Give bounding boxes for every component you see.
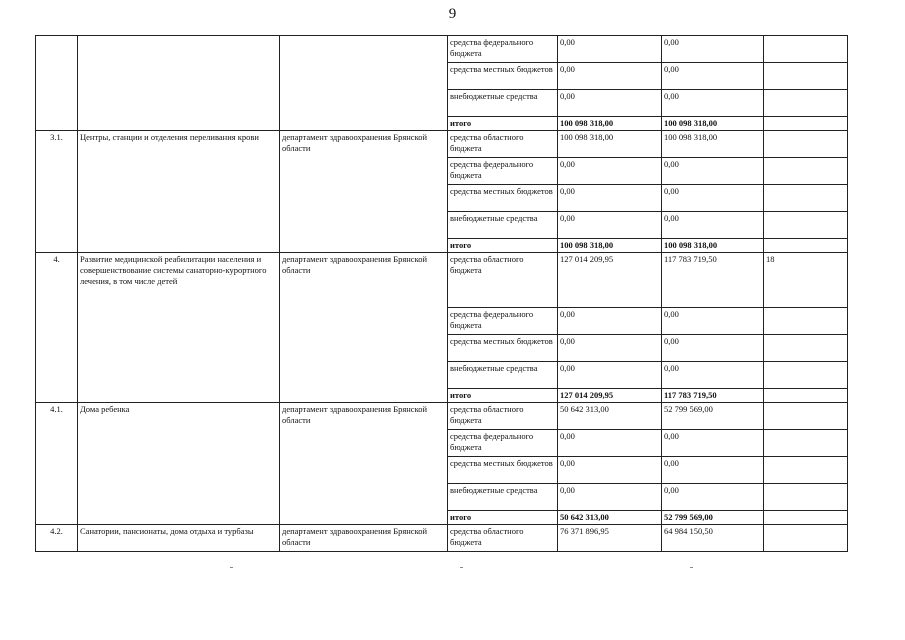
row-number-cell: 4. (36, 253, 78, 403)
amount-cell: 0,00 (662, 308, 764, 335)
department-cell (280, 36, 448, 131)
amount-cell: 100 098 318,00 (662, 131, 764, 158)
indicator-cell (764, 403, 848, 430)
budget-table-body (36, 36, 848, 552)
amount-cell: 0,00 (558, 63, 662, 90)
amount-cell: 52 799 569,00 (662, 403, 764, 430)
funding-source-cell: средства местных бюджетов (448, 63, 558, 90)
budget-table (35, 35, 848, 552)
funding-source-cell: средства федерального бюджета (448, 430, 558, 457)
amount-cell: 100 098 318,00 (558, 117, 662, 131)
event-name-cell: Дома ребенка (78, 403, 280, 525)
indicator-cell (764, 362, 848, 389)
indicator-cell (764, 117, 848, 131)
indicator-cell (764, 484, 848, 511)
page-number: 9 (448, 6, 457, 22)
indicator-cell (764, 511, 848, 525)
scan-marks (0, 567, 905, 577)
event-name-cell: Санатории, пансионаты, дома отдыха и турбазы (78, 525, 280, 552)
indicator-cell (764, 308, 848, 335)
indicator-cell: 18 (764, 253, 848, 308)
amount-cell: 0,00 (662, 212, 764, 239)
funding-source-cell: средства областного бюджета (448, 253, 558, 308)
indicator-cell (764, 131, 848, 158)
amount-cell: 0,00 (558, 158, 662, 185)
amount-cell: 100 098 318,00 (662, 239, 764, 253)
amount-cell: 0,00 (662, 362, 764, 389)
event-name-cell: Развитие медицинской реабилитации населения и совершенствование системы санаторно-курортного лечения, в том числе детей (78, 253, 280, 403)
funding-source-cell: итого (448, 511, 558, 525)
amount-cell: 100 098 318,00 (558, 131, 662, 158)
table-row (36, 253, 848, 308)
indicator-cell (764, 389, 848, 403)
table-row (36, 131, 848, 158)
funding-source-cell: средства местных бюджетов (448, 457, 558, 484)
amount-cell: 100 098 318,00 (558, 239, 662, 253)
funding-source-cell: средства федерального бюджета (448, 158, 558, 185)
amount-cell: 0,00 (558, 430, 662, 457)
amount-cell: 0,00 (558, 308, 662, 335)
funding-source-cell: средства местных бюджетов (448, 335, 558, 362)
amount-cell: 50 642 313,00 (558, 403, 662, 430)
amount-cell: 0,00 (558, 36, 662, 63)
department-cell: департамент здравоохранения Брянской области (280, 253, 448, 403)
table-row (36, 525, 848, 552)
amount-cell: 0,00 (662, 335, 764, 362)
funding-source-cell: внебюджетные средства (448, 362, 558, 389)
amount-cell: 117 783 719,50 (662, 253, 764, 308)
table-row (36, 36, 848, 63)
row-number-cell: 4.1. (36, 403, 78, 525)
amount-cell: 100 098 318,00 (662, 117, 764, 131)
amount-cell: 76 371 896,95 (558, 525, 662, 552)
funding-source-cell: средства областного бюджета (448, 403, 558, 430)
amount-cell: 127 014 209,95 (558, 389, 662, 403)
amount-cell: 0,00 (662, 158, 764, 185)
amount-cell: 0,00 (662, 36, 764, 63)
amount-cell: 50 642 313,00 (558, 511, 662, 525)
amount-cell: 0,00 (558, 212, 662, 239)
department-cell: департамент здравоохранения Брянской области (280, 525, 448, 552)
amount-cell: 0,00 (662, 430, 764, 457)
table-row (36, 403, 848, 430)
amount-cell: 0,00 (662, 63, 764, 90)
funding-source-cell: итого (448, 117, 558, 131)
amount-cell: 127 014 209,95 (558, 253, 662, 308)
amount-cell: 0,00 (558, 484, 662, 511)
indicator-cell (764, 63, 848, 90)
amount-cell: 0,00 (662, 185, 764, 212)
indicator-cell (764, 212, 848, 239)
funding-source-cell: средства областного бюджета (448, 131, 558, 158)
amount-cell: 52 799 569,00 (662, 511, 764, 525)
indicator-cell (764, 239, 848, 253)
row-number-cell (36, 36, 78, 131)
row-number-cell: 4.2. (36, 525, 78, 552)
amount-cell: 0,00 (558, 90, 662, 117)
amount-cell: 0,00 (558, 457, 662, 484)
indicator-cell (764, 430, 848, 457)
event-name-cell (78, 36, 280, 131)
funding-source-cell: средства местных бюджетов (448, 185, 558, 212)
indicator-cell (764, 185, 848, 212)
funding-source-cell: внебюджетные средства (448, 484, 558, 511)
amount-cell: 0,00 (558, 362, 662, 389)
indicator-cell (764, 90, 848, 117)
event-name-cell: Центры, станции и отделения переливания крови (78, 131, 280, 253)
indicator-cell (764, 457, 848, 484)
funding-source-cell: средства областного бюджета (448, 525, 558, 552)
amount-cell: 0,00 (662, 90, 764, 117)
funding-source-cell: итого (448, 239, 558, 253)
department-cell: департамент здравоохранения Брянской области (280, 131, 448, 253)
funding-source-cell: итого (448, 389, 558, 403)
indicator-cell (764, 158, 848, 185)
department-cell: департамент здравоохранения Брянской области (280, 403, 448, 525)
indicator-cell (764, 525, 848, 552)
indicator-cell (764, 36, 848, 63)
amount-cell: 64 984 150,50 (662, 525, 764, 552)
funding-source-cell: внебюджетные средства (448, 212, 558, 239)
row-number-cell: 3.1. (36, 131, 78, 253)
amount-cell: 0,00 (558, 335, 662, 362)
amount-cell: 0,00 (558, 185, 662, 212)
indicator-cell (764, 335, 848, 362)
amount-cell: 0,00 (662, 457, 764, 484)
funding-source-cell: средства федерального бюджета (448, 308, 558, 335)
amount-cell: 0,00 (662, 484, 764, 511)
funding-source-cell: внебюджетные средства (448, 90, 558, 117)
amount-cell: 117 783 719,50 (662, 389, 764, 403)
funding-source-cell: средства федерального бюджета (448, 36, 558, 63)
